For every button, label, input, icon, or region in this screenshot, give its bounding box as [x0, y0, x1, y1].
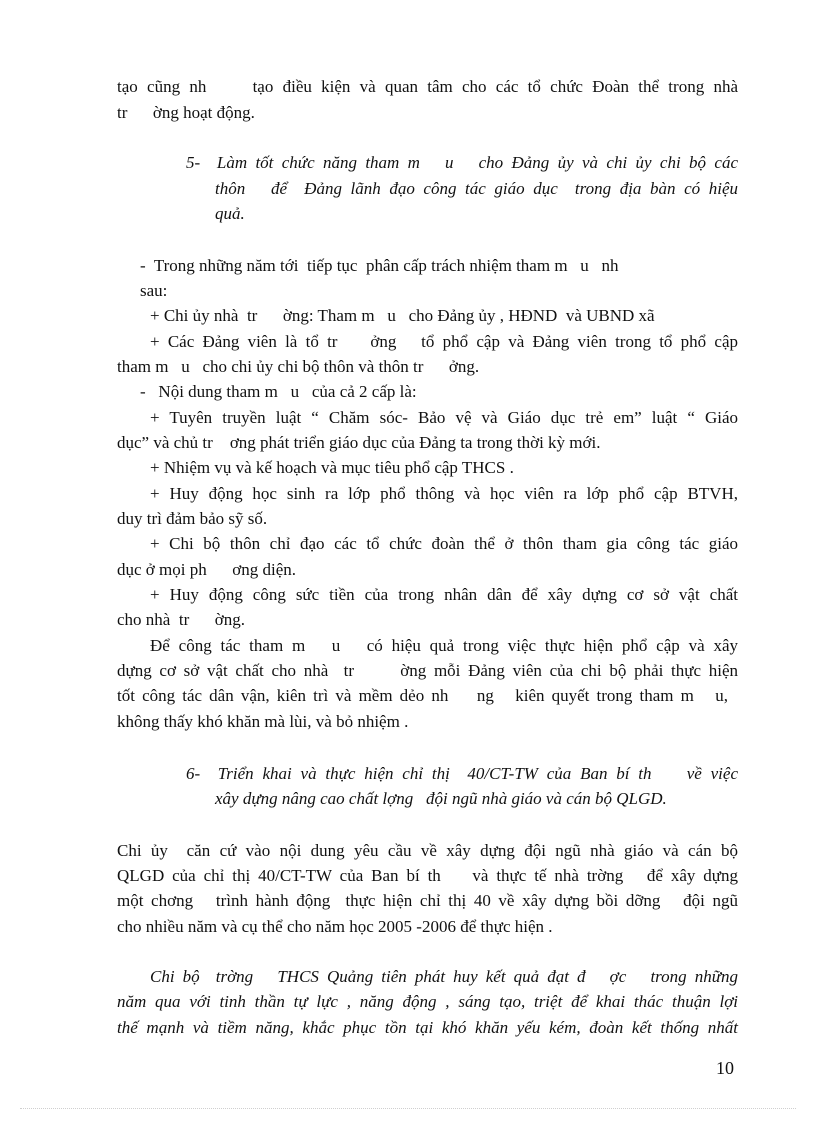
text-line: + Chi bộ thôn chỉ đạo các tổ chức đoàn thể ở thôn tham gia công tác giáo: [150, 534, 738, 553]
text-line: duy trì đảm bảo sỹ số.: [117, 509, 268, 528]
section-heading: 5- Làm tốt chức năng tham m u cho Đảng ủy và chi ủy chi bộ các: [186, 153, 738, 172]
text-line: + Huy động học sinh ra lớp phổ thông và học viên ra lớp phổ cập BTVH,: [150, 484, 738, 503]
text-line: thế mạnh và tiềm năng, khắc phục tồn tại khó khăn yếu kém, đoàn kết thống nhất: [117, 1018, 738, 1037]
text-line: tr ờng hoạt động.: [117, 103, 255, 122]
text-line: + Chi ủy nhà tr ờng: Tham m u cho Đảng ủy , HĐND và UBND xã: [150, 306, 655, 325]
section-heading: xây dựng nâng cao chất lợng đội ngũ nhà giáo và cán bộ QLGD.: [215, 789, 667, 808]
section-heading: quả.: [215, 204, 245, 223]
text-line: một chơng trình hành động thực hiện chỉ thị 40 về xây dựng bồi dỡng đội ngũ: [117, 891, 738, 910]
text-line: + Huy động công sức tiền của trong nhân dân để xây dựng cơ sở vật chất: [150, 585, 738, 604]
text-line: + Tuyên truyền luật “ Chăm sóc- Bảo vệ và Giáo dục trẻ em” luật “ Giáo: [150, 408, 738, 427]
text-line: tốt công tác dân vận, kiên trì và mềm dẻo nh ng kiên quyết trong tham m u,: [117, 686, 728, 705]
text-line: + Nhiệm vụ và kế hoạch và mục tiêu phổ cập THCS .: [150, 458, 514, 477]
text-line: tham m u cho chi ủy chi bộ thôn và thôn tr ởng.: [117, 357, 480, 376]
text-line: tạo cũng nh tạo điều kiện và quan tâm cho các tổ chức Đoàn thể trong nhà: [117, 77, 738, 96]
text-line: + Các Đảng viên là tổ tr ởng tổ phổ cập và Đảng viên trong tổ phổ cập: [150, 332, 738, 351]
text-line: dựng cơ sở vật chất cho nhà tr ờng mỗi Đảng viên của chi bộ phải thực hiện: [117, 661, 738, 680]
text-line: sau:: [140, 281, 168, 300]
text-line: Chi ủy căn cứ vào nội dung yêu cầu về xây dựng đội ngũ nhà giáo và cán bộ: [117, 841, 738, 860]
text-line: Chi bộ trờng THCS Quảng tiên phát huy kết quả đạt đ ợc trong những: [150, 967, 738, 986]
text-line: cho nhiều năm và cụ thể cho năm học 2005 -2006 để thực hiện .: [117, 917, 553, 936]
section-heading: thôn để Đảng lãnh đạo công tác giáo dục trong địa bàn có hiệu: [215, 179, 738, 198]
page-number: 10: [716, 1058, 734, 1078]
text-line: - Nội dung tham m u của cả 2 cấp là:: [140, 382, 417, 401]
text-line: Để công tác tham m u có hiệu quả trong việc thực hiện phổ cập và xây: [150, 636, 738, 655]
text-line: QLGD của chỉ thị 40/CT-TW của Ban bí th và thực tế nhà trờng để xây dựng: [117, 866, 738, 885]
text-line: - Trong những năm tới tiếp tục phân cấp trách nhiệm tham m u nh: [140, 256, 619, 275]
text-line: năm qua với tinh thần tự lực , năng động , sáng tạo, triệt để khai thác thuận lợi: [117, 992, 738, 1011]
text-line: dục ở mọi ph ơng diện.: [117, 560, 296, 579]
section-heading: 6- Triển khai và thực hiện chỉ thị 40/CT-TW của Ban bí th về việc: [186, 764, 738, 783]
text-line: không thấy khó khăn mà lùi, và bỏ nhiệm .: [117, 712, 409, 731]
text-line: cho nhà tr ờng.: [117, 610, 245, 629]
bottom-border: [20, 1108, 796, 1109]
text-line: dục” và chủ tr ơng phát triển giáo dục của Đảng ta trong thời kỳ mới.: [117, 433, 601, 452]
